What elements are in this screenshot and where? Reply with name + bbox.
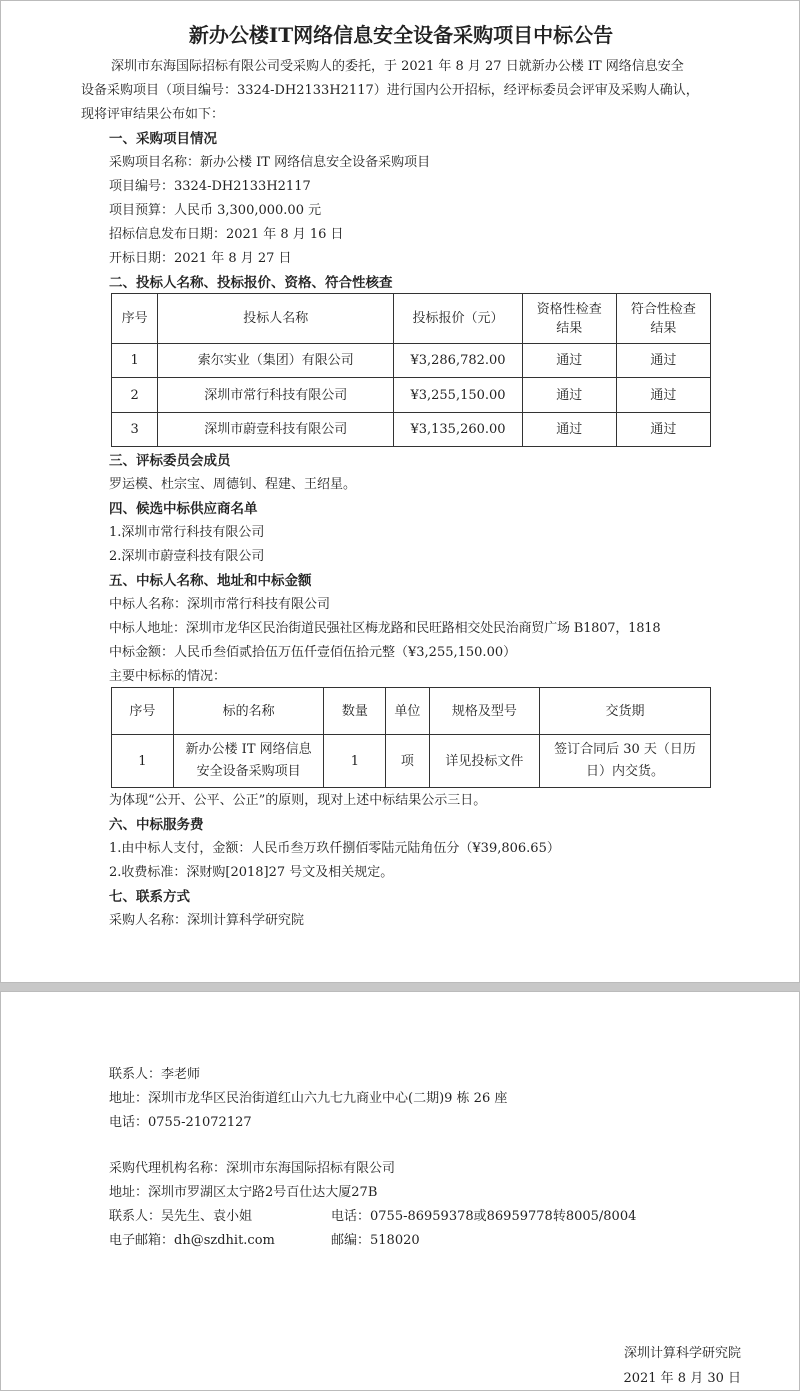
section-4-heading: 四、候选中标供应商名单 — [109, 501, 258, 517]
table-cell: 通过 — [522, 344, 616, 378]
col-header: 序号 — [112, 688, 174, 735]
candidate-1: 1.深圳市常行科技有限公司 — [109, 525, 265, 540]
publicity-note: 为体现“公开、公平、公正”的原则，现对上述中标结果公示三日。 — [109, 793, 487, 808]
intro-line-1: 深圳市东海国际招标有限公司受采购人的委托，于 2021 年 8 月 27 日就新办公楼 IT 网络信息安全 — [111, 59, 684, 74]
section-3-heading: 三、评标委员会成员 — [109, 453, 231, 469]
table-cell: 通过 — [522, 413, 616, 447]
table-cell: 深圳市蔚壹科技有限公司 — [158, 413, 394, 447]
intro-line-3: 现将评审结果公布如下： — [81, 107, 225, 122]
table-cell: ¥3,286,782.00 — [394, 344, 522, 378]
table-cell: 3 — [112, 413, 158, 447]
buyer-phone: 电话：0755-21072127 — [109, 1115, 252, 1130]
agency-phone: 电话：0755-86959378或86959778转8005/8004 — [331, 1209, 637, 1224]
table-cell: 1 — [324, 735, 386, 788]
table-cell: 项 — [386, 735, 430, 788]
winner-address: 中标人地址：深圳市龙华区民治街道民强社区梅龙路和民旺路相交处民治商贸广场 B1807，1818 — [109, 621, 661, 636]
col-header: 资格性检查结果 — [522, 294, 616, 344]
section-5-heading: 五、中标人名称、地址和中标金额 — [109, 573, 312, 589]
bidders-table — [111, 293, 711, 447]
table-cell: 通过 — [616, 378, 710, 413]
col-header: 数量 — [324, 688, 386, 735]
agency-email: 电子邮箱：dh@szdhit.com — [109, 1233, 275, 1248]
winner-amount: 中标金额：人民币叁佰贰拾伍万伍仟壹佰伍拾元整（¥3,255,150.00） — [109, 645, 517, 660]
table-cell: 通过 — [616, 344, 710, 378]
col-header: 标的名称 — [173, 688, 324, 735]
project-number: 项目编号：3324-DH2133H2117 — [109, 179, 311, 194]
award-items-table — [111, 687, 711, 788]
table-cell: 通过 — [616, 413, 710, 447]
buyer-contact: 联系人：李老师 — [109, 1067, 201, 1082]
col-header: 投标人名称 — [158, 294, 394, 344]
section-2-heading: 二、投标人名称、投标报价、资格、符合性核查 — [109, 275, 393, 291]
agency-contact: 联系人：吴先生、袁小姐 — [109, 1209, 253, 1224]
table-header-row — [112, 688, 711, 735]
col-header: 规格及型号 — [429, 688, 539, 735]
winner-name: 中标人名称：深圳市常行科技有限公司 — [109, 597, 331, 612]
table-row — [112, 735, 711, 788]
buyer-name: 采购人名称：深圳计算科学研究院 — [109, 913, 305, 928]
candidate-2: 2.深圳市蔚壹科技有限公司 — [109, 549, 265, 564]
table-row — [112, 378, 711, 413]
main-items-label: 主要中标标的情况： — [109, 669, 227, 684]
table-header-row — [112, 294, 711, 344]
col-header: 序号 — [112, 294, 158, 344]
intro-line-2: 设备采购项目（项目编号：3324-DH2133H2117）进行国内公开招标，经评标委员会评审及采购人确认， — [81, 83, 699, 98]
agency-address: 地址：深圳市罗湖区太宁路2号百仕达大厦27B — [109, 1185, 378, 1200]
signature-org: 深圳计算科学研究院 — [623, 1346, 741, 1361]
table-cell: 索尔实业（集团）有限公司 — [158, 344, 394, 378]
table-cell: 详见投标文件 — [429, 735, 539, 788]
opening-date: 开标日期：2021 年 8 月 27 日 — [109, 251, 292, 266]
table-cell: 1 — [112, 344, 158, 378]
document-page-2 — [0, 991, 800, 1391]
table-cell: 深圳市常行科技有限公司 — [158, 378, 394, 413]
table-cell: ¥3,135,260.00 — [394, 413, 522, 447]
project-budget: 项目预算：人民币 3,300,000.00 元 — [109, 203, 322, 218]
table-row — [112, 413, 711, 447]
service-fee-amount: 1.由中标人支付，金额：人民币叁万玖仟捌佰零陆元陆角伍分（¥39,806.65） — [109, 841, 560, 856]
col-header: 投标报价（元） — [394, 294, 522, 344]
table-cell: 签订合同后 30 天（日历日）内交货。 — [539, 735, 710, 788]
table-cell: 1 — [112, 735, 174, 788]
col-header: 单位 — [386, 688, 430, 735]
table-cell: ¥3,255,150.00 — [394, 378, 522, 413]
agency-postcode: 邮编：518020 — [331, 1233, 420, 1248]
signature-date: 2021 年 8 月 30 日 — [623, 1371, 741, 1386]
project-name: 采购项目名称：新办公楼 IT 网络信息安全设备采购项目 — [109, 155, 431, 170]
service-fee-standard: 2.收费标准：深财购[2018]27 号文及相关规定。 — [109, 865, 394, 880]
buyer-address: 地址：深圳市龙华区民治街道红山六九七九商业中心(二期)9 栋 26 座 — [109, 1091, 508, 1106]
table-cell: 新办公楼 IT 网络信息安全设备采购项目 — [173, 735, 324, 788]
table-cell: 通过 — [522, 378, 616, 413]
section-1-heading: 一、采购项目情况 — [109, 131, 217, 147]
agency-name: 采购代理机构名称：深圳市东海国际招标有限公司 — [109, 1161, 396, 1176]
document-title: 新办公楼IT网络信息安全设备采购项目中标公告 — [188, 23, 614, 47]
table-row — [112, 344, 711, 378]
section-6-heading: 六、中标服务费 — [109, 817, 204, 833]
col-header: 交货期 — [539, 688, 710, 735]
committee-members: 罗运模、杜宗宝、周德钊、程建、王绍星。 — [109, 477, 357, 492]
table-cell: 2 — [112, 378, 158, 413]
section-7-heading: 七、联系方式 — [109, 889, 190, 905]
publish-date: 招标信息发布日期：2021 年 8 月 16 日 — [109, 227, 344, 242]
col-header: 符合性检查结果 — [616, 294, 710, 344]
